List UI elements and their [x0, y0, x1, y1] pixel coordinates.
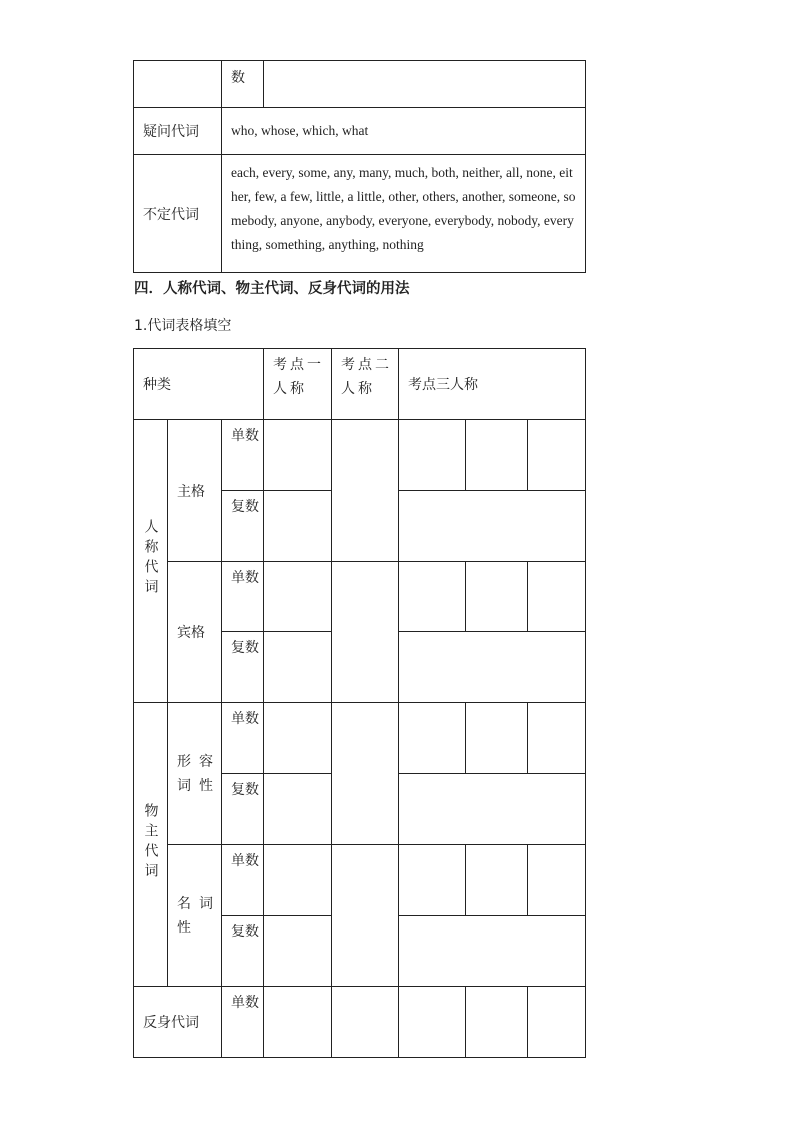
singular-label: 单数 [222, 420, 264, 491]
group-possessive-label: 物主代词 [142, 802, 159, 883]
blank-cell[interactable] [399, 562, 466, 632]
blank-cell[interactable] [528, 420, 586, 491]
continued-text-cell: 数 [222, 61, 264, 108]
empty-cell [264, 61, 586, 108]
blank-cell[interactable] [264, 845, 332, 916]
section-heading: 四．人称代词、物主代词、反身代词的用法 [134, 281, 410, 297]
blank-cell[interactable] [264, 703, 332, 774]
blank-cell[interactable] [264, 774, 332, 845]
blank-cell[interactable] [399, 420, 466, 491]
blank-cell[interactable] [466, 420, 528, 491]
indefinite-label: 不定代词 [134, 155, 222, 273]
interrogative-content: who, whose, which, what [222, 108, 586, 155]
subject-case-label: 主格 [168, 420, 222, 562]
group-personal [134, 420, 168, 703]
singular-label: 单数 [222, 562, 264, 632]
blank-cell[interactable] [466, 987, 528, 1058]
blank-cell[interactable] [399, 491, 586, 562]
blank-cell[interactable] [399, 703, 466, 774]
singular-label: 单数 [222, 845, 264, 916]
plural-label: 复数 [222, 632, 264, 703]
blank-cell[interactable] [332, 703, 399, 845]
blank-cell[interactable] [466, 845, 528, 916]
sub-heading: 1.代词表格填空 [134, 318, 232, 334]
header-col3: 考点三人称 [399, 349, 586, 420]
blank-cell[interactable] [399, 632, 586, 703]
object-case-label: 宾格 [168, 562, 222, 703]
header-col1: 考点一人称 [264, 349, 332, 420]
blank-cell[interactable] [264, 491, 332, 562]
blank-cell[interactable] [528, 987, 586, 1058]
indefinite-content: each, every, some, any, many, much, both, neither, all, none, either, few, a few, little, a little, other, others, another, someone, somebody, anyone, anybody, everyone, everybody, nobody, everything, something, anything, nothing [222, 155, 586, 273]
blank-cell[interactable] [399, 987, 466, 1058]
blank-cell[interactable] [399, 916, 586, 987]
blank-cell[interactable] [264, 987, 332, 1058]
blank-cell[interactable] [332, 562, 399, 703]
blank-cell[interactable] [264, 420, 332, 491]
singular-label: 单数 [222, 987, 264, 1058]
blank-cell[interactable] [399, 774, 586, 845]
plural-label: 复数 [222, 916, 264, 987]
blank-cell[interactable] [264, 562, 332, 632]
blank-cell[interactable] [466, 562, 528, 632]
blank-cell[interactable] [332, 845, 399, 987]
group-personal-label: 人称代词 [142, 519, 159, 599]
blank-cell[interactable] [528, 562, 586, 632]
blank-cell[interactable] [399, 845, 466, 916]
blank-cell[interactable] [332, 987, 399, 1058]
adjectival-label: 形容词性 [168, 703, 222, 845]
blank-cell[interactable] [528, 703, 586, 774]
plural-label: 复数 [222, 774, 264, 845]
group-reflexive-label: 反身代词 [134, 987, 222, 1058]
blank-cell[interactable] [528, 845, 586, 916]
pronoun-fill-table [133, 348, 586, 1058]
group-possessive [134, 703, 168, 987]
blank-cell[interactable] [264, 632, 332, 703]
header-kind: 种类 [134, 349, 264, 420]
interrogative-label: 疑问代词 [134, 108, 222, 155]
singular-label: 单数 [222, 703, 264, 774]
blank-cell[interactable] [332, 420, 399, 562]
empty-cell [134, 61, 222, 108]
blank-cell[interactable] [466, 703, 528, 774]
plural-label: 复数 [222, 491, 264, 562]
pronoun-type-table [133, 60, 586, 273]
blank-cell[interactable] [264, 916, 332, 987]
nominal-label: 名词性 [168, 845, 222, 987]
header-col2: 考点二人称 [332, 349, 399, 420]
